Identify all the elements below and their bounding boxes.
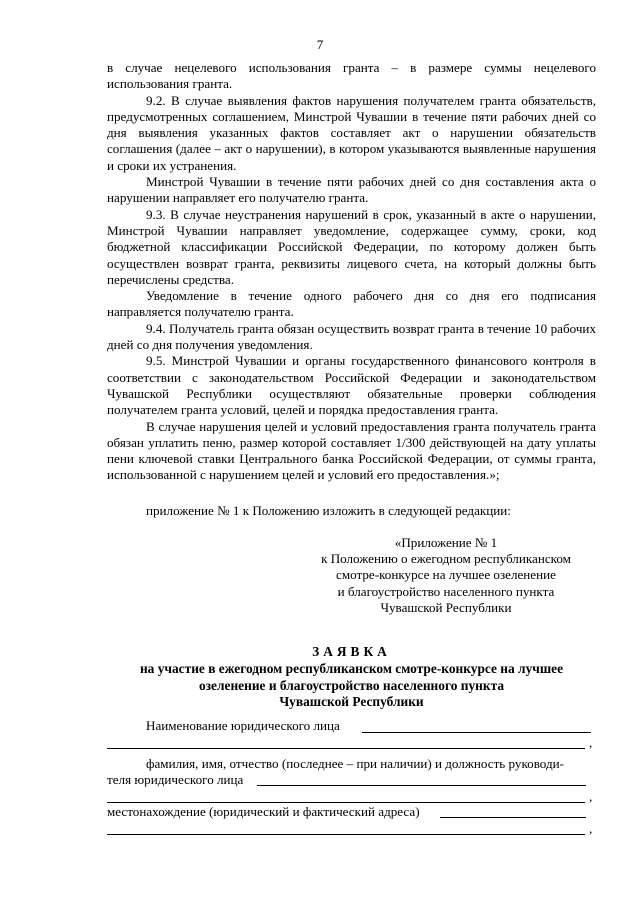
head-field[interactable]: [257, 785, 586, 786]
form-subtitle-line: на участие в ежегодном республиканском смотре-конкурсе на лучшее: [139, 661, 564, 677]
appendix-line: Чувашской Республики: [380, 599, 512, 615]
org-name-continuation-row: [107, 735, 596, 755]
appendix-line: «Приложение № 1: [394, 535, 498, 550]
comma: ,: [589, 821, 593, 836]
paragraph: В случае нарушения целей и условий предоставления гранта получатель гранта обязан уплатить пеню, размер которой составляет 1/300 действующей на дату уплаты пени ключевой ставки Центрального банка Российской Федерации, от суммы гранта, использованной с нарушением целей и условий его предоставления.»;: [107, 418, 596, 483]
appendix-line: к Положению о ежегодном республиканском: [321, 551, 571, 567]
org-name-label: Наименование юридического лица: [146, 718, 340, 733]
paragraph: в случае нецелевого использования гранта – в размере суммы нецелевого использования гранта.: [107, 60, 596, 92]
address-label: местонахождение (юридический и фактический адреса): [107, 804, 420, 819]
org-name-field-continuation[interactable]: [107, 748, 585, 749]
address-continuation-row: [107, 821, 596, 841]
appendix-line: смотре-конкурсе на лучшее озеленение: [336, 567, 556, 583]
head-label: фамилия, имя, отчество (последнее – при наличии) и должность руководи-: [146, 756, 564, 771]
amendment-instruction: приложение № 1 к Положению изложить в следующей редакции:: [146, 503, 511, 518]
form-subtitle-line: озеленение и благоустройство населенного пункта: [198, 677, 505, 693]
org-name-field[interactable]: [362, 732, 591, 733]
paragraph: 9.2. В случае выявления фактов нарушения получателем гранта обязательств, предусмотренных соглашением, Минстрой Чувашии в течение пяти рабочих дней со дня выявления указанных фактов составляет акт о нарушении обязательств соглашения (далее – акт о нарушении), в котором указываются выявленные нарушения и сроки их устранения.: [107, 92, 596, 173]
head-field-continuation[interactable]: [107, 802, 585, 803]
appendix-header: [296, 535, 596, 616]
paragraph: Уведомление в течение одного рабочего дня со дня его подписания направляется получателю гранта.: [107, 288, 596, 320]
form-title: ЗАЯВКА: [312, 644, 391, 659]
head-label-continuation: теля юридического лица: [107, 772, 244, 787]
page-number: 7: [316, 37, 324, 52]
paragraph: 9.5. Минстрой Чувашии и органы государственного финансового контроля в соответствии с законодательством Российской Федерации и законодательством Чувашской Республики осуществляют обязательные проверки соблюдения получателем гранта условий, целей и порядка предоставления гранта.: [107, 353, 596, 418]
document-body: [107, 60, 596, 484]
comma: ,: [589, 789, 593, 804]
comma: ,: [589, 735, 593, 750]
address-field-continuation[interactable]: [107, 834, 585, 835]
paragraph: 9.3. В случае неустранения нарушений в срок, указанный в акте о нарушении, Минстрой Чувашии направляет уведомление, содержащее сумму, сроки, код бюджетной классификации Российской Федерации, по которому должен быть осуществлен возврат гранта, реквизиты лицевого счета, на который должны быть перечислены средства.: [107, 206, 596, 287]
paragraph: 9.4. Получатель гранта обязан осуществить возврат гранта в течение 10 рабочих дней со дня получения уведомления.: [107, 320, 596, 353]
form-heading: [107, 644, 596, 711]
appendix-line: и благоустройство населенного пункта: [337, 583, 555, 599]
paragraph: Минстрой Чувашии в течение пяти рабочих дней со дня составления акта о нарушении направляет его получателю гранта.: [107, 174, 596, 206]
address-field[interactable]: [440, 817, 586, 818]
form-subtitle-line: Чувашской Республики: [279, 694, 424, 710]
